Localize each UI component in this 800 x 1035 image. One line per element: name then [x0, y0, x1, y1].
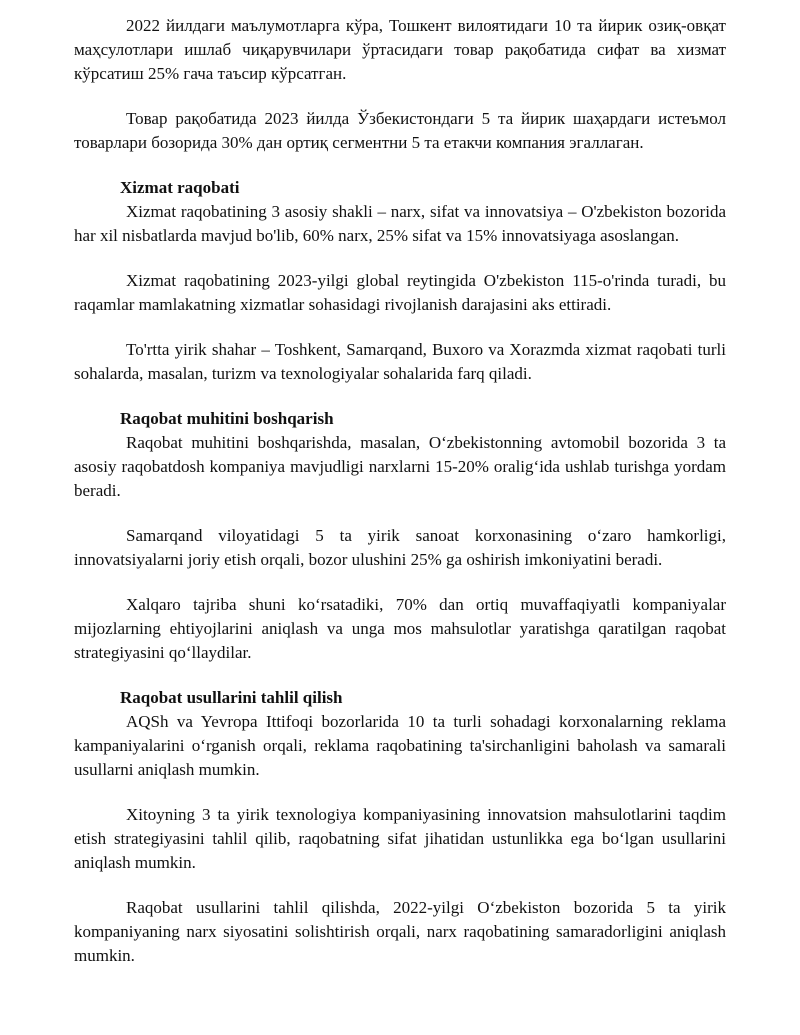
- section-heading-raqobat-usullarini-tahlil-qilish: Raqobat usullarini tahlil qilish: [120, 688, 343, 707]
- section3-paragraph-3: Raqobat usullarini tahlil qilishda, 2022-yilgi O‘zbekiston bozorida 5 ta yirik kompaniyaning narx siyosatini solishtirish orqali, narx raqobatining samaradorligini aniqlash mumkin.: [74, 898, 726, 965]
- section-heading-raqobat-muhitini-boshqarish: Raqobat muhitini boshqarish: [120, 409, 334, 428]
- intro-paragraph-1: 2022 йилдаги маълумотларга кўра, Тошкент вилоятидаги 10 та йирик озиқ-овқат маҳсулотлари ишлаб чиқарувчилари ўртасидаги товар рақобатида сифат ва хизмат кўрсатиш 25% гача таъсир кўрсатган.: [74, 16, 726, 83]
- section3-paragraph-1: AQSh va Yevropa Ittifoqi bozorlarida 10 ta turli sohadagi korxonalarning reklama kampaniyalarini o‘rganish orqali, reklama raqobatining ta'sirchanligini baholash va samarali usullarni aniqlash mumkin.: [74, 712, 726, 779]
- section1-paragraph-2: Xizmat raqobatining 2023-yilgi global reytingida O'zbekiston 115-o'rinda turadi, bu raqamlar mamlakatning xizmatlar sohasidagi rivojlanish darajasini aks ettiradi.: [74, 271, 726, 314]
- section2-paragraph-3: Xalqaro tajriba shuni ko‘rsatadiki, 70% dan ortiq muvaffaqiyatli kompaniyalar mijozlarning ehtiyojlarini aniqlash va unga mos mahsulotlar yaratishga qaratilgan raqobat strategiyasini qo‘llaydilar.: [74, 595, 726, 662]
- section2-paragraph-2: Samarqand viloyatidagi 5 ta yirik sanoat korxonasining o‘zaro hamkorligi, innovatsiyalarni joriy etish orqali, bozor ulushini 25% ga oshirish imkoniyatini beradi.: [74, 526, 726, 569]
- section3-paragraph-2: Xitoyning 3 ta yirik texnologiya kompaniyasining innovatsion mahsulotlarini taqdim etish strategiyasini tahlil qilib, raqobatning sifat jihatidan ustunlikka ega bo‘lgan usullarini aniqlash mumkin.: [74, 805, 726, 872]
- section1-paragraph-3: To'rtta yirik shahar – Toshkent, Samarqand, Buxoro va Xorazmda xizmat raqobati turli sohalarda, masalan, turizm va texnologiyalar sohalarida farq qiladi.: [74, 340, 726, 383]
- section-heading-xizmat-raqobati: Xizmat raqobati: [120, 178, 240, 197]
- section2-paragraph-1: Raqobat muhitini boshqarishda, masalan, O‘zbekistonning avtomobil bozorida 3 ta asosiy raqobatdosh kompaniya mavjudligi narxlarni 15-20% oralig‘ida ushlab turishga yordam beradi.: [74, 433, 726, 500]
- section1-paragraph-1: Xizmat raqobatining 3 asosiy shakli – narx, sifat va innovatsiya – O'zbekiston bozorida har xil nisbatlarda mavjud bo'lib, 60% narx, 25% sifat va 15% innovatsiyaga asoslangan.: [74, 202, 726, 245]
- intro-paragraph-2: Товар рақобатида 2023 йилда Ўзбекистондаги 5 та йирик шаҳардаги истеъмол товарлари бозорида 30% дан ортиқ сегментни 5 та етакчи компания эгаллаган.: [74, 109, 726, 152]
